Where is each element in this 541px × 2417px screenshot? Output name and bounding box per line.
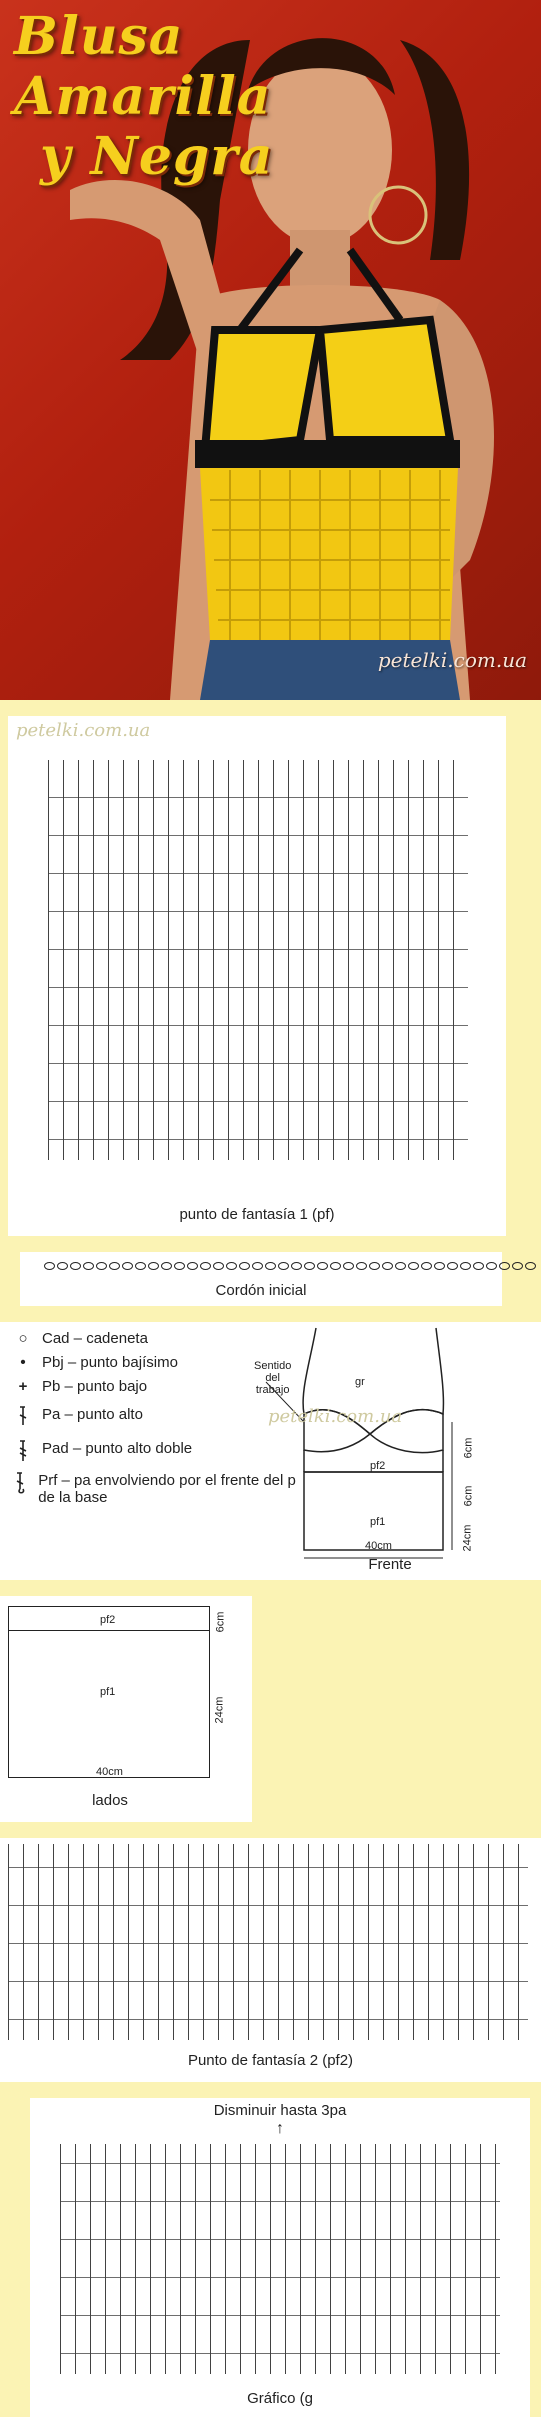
legend-item-pbj: • Pbj – punto bajísimo xyxy=(12,1354,178,1371)
watermark: petelki.com.ua xyxy=(377,648,527,672)
arrow-up-icon: ↑ xyxy=(276,2120,284,2137)
cordon-chain-row xyxy=(44,1262,536,1270)
chain-oval-icon xyxy=(96,1262,107,1270)
chain-oval-icon: ○ xyxy=(18,1330,28,1347)
cordon-panel xyxy=(20,1252,502,1306)
chain-oval-icon xyxy=(499,1262,510,1270)
slip-dot-icon: • xyxy=(20,1354,26,1371)
frente-gr-label: gr xyxy=(355,1376,365,1388)
chain-oval-icon xyxy=(278,1262,289,1270)
chart-panel-pf1 xyxy=(8,716,506,1236)
chain-oval-icon xyxy=(174,1262,185,1270)
lados-divider xyxy=(8,1630,210,1631)
chain-oval-icon xyxy=(148,1262,159,1270)
chain-oval-icon xyxy=(408,1262,419,1270)
plus-icon: + xyxy=(18,1378,28,1395)
lados-pf1-label: pf1 xyxy=(100,1686,116,1698)
direction-label: Sentido del trabajo xyxy=(254,1360,292,1396)
lados-dim-40: 40cm xyxy=(96,1766,123,1778)
chain-oval-icon xyxy=(512,1262,523,1270)
chain-oval-icon xyxy=(343,1262,354,1270)
chain-oval-icon xyxy=(200,1262,211,1270)
chain-oval-icon xyxy=(369,1262,380,1270)
chain-oval-icon xyxy=(239,1262,250,1270)
chain-oval-icon xyxy=(486,1262,497,1270)
chain-oval-icon xyxy=(460,1262,471,1270)
grafico-caption: Gráfico (g xyxy=(247,2390,313,2407)
lados-caption: lados xyxy=(92,1792,128,1809)
chain-oval-icon xyxy=(83,1262,94,1270)
legend-frente-panel xyxy=(0,1322,541,1580)
chart-caption-pf1: punto de fantasía 1 (pf) xyxy=(179,1206,335,1223)
treble-icon xyxy=(12,1406,34,1426)
cover-photo xyxy=(0,0,541,700)
chain-oval-icon xyxy=(304,1262,315,1270)
cover-title-line-1: Blusa xyxy=(14,6,184,67)
stitch-chart-pf2 xyxy=(8,1844,528,2040)
grafico-top-label: Disminuir hasta 3pa xyxy=(213,2102,347,2119)
cover-title-line-2: Amarilla xyxy=(14,66,272,127)
chain-oval-icon xyxy=(213,1262,224,1270)
stitch-chart-grafico xyxy=(60,2144,500,2374)
chain-oval-icon xyxy=(226,1262,237,1270)
chain-oval-icon xyxy=(70,1262,81,1270)
lados-dim-24: 24cm xyxy=(213,1696,226,1724)
chain-oval-icon xyxy=(252,1262,263,1270)
chain-oval-icon xyxy=(317,1262,328,1270)
chain-oval-icon xyxy=(135,1262,146,1270)
chain-oval-icon xyxy=(161,1262,172,1270)
legend-item-prf: Prf – pa envolviendo por el frente del p de la base xyxy=(12,1472,312,1506)
chain-oval-icon xyxy=(395,1262,406,1270)
watermark: petelki.com.ua xyxy=(268,1406,403,1427)
chain-oval-icon xyxy=(265,1262,276,1270)
frente-dim-6-mid: 6cm xyxy=(462,1485,475,1507)
chart-caption-pf2: Punto de fantasía 2 (pf2) xyxy=(187,2052,354,2069)
frente-dim-6-top: 6cm xyxy=(462,1437,475,1459)
frente-pf1-label: pf1 xyxy=(370,1516,386,1528)
chain-oval-icon xyxy=(109,1262,120,1270)
legend-item-pa: Pa – punto alto xyxy=(12,1406,143,1426)
chain-oval-icon xyxy=(122,1262,133,1270)
chain-oval-icon xyxy=(291,1262,302,1270)
chain-oval-icon xyxy=(356,1262,367,1270)
legend-item-pb: + Pb – punto bajo xyxy=(12,1378,147,1395)
chain-oval-icon xyxy=(187,1262,198,1270)
chain-oval-icon xyxy=(44,1262,55,1270)
chain-oval-icon xyxy=(447,1262,458,1270)
chain-oval-icon xyxy=(382,1262,393,1270)
frente-pf2-label: pf2 xyxy=(370,1460,386,1472)
chain-oval-icon xyxy=(434,1262,445,1270)
cover-title-line-3: y Negra xyxy=(40,126,274,187)
chain-oval-icon xyxy=(57,1262,68,1270)
chain-oval-icon xyxy=(525,1262,536,1270)
legend-item-pad: Pad – punto alto doble xyxy=(12,1440,192,1462)
chain-oval-icon xyxy=(330,1262,341,1270)
frente-dim-40: 40cm xyxy=(365,1540,392,1552)
cordon-caption: Cordón inicial xyxy=(215,1282,307,1299)
lados-dim-6: 6cm xyxy=(214,1611,227,1633)
lados-panel xyxy=(0,1596,252,1822)
frente-caption: Frente xyxy=(368,1556,412,1573)
chain-oval-icon xyxy=(473,1262,484,1270)
stitch-chart-pf1 xyxy=(48,760,468,1160)
lados-pf2-label: pf2 xyxy=(100,1614,116,1626)
chain-oval-icon xyxy=(421,1262,432,1270)
front-post-icon xyxy=(12,1472,30,1496)
frente-dim-24: 24cm xyxy=(461,1524,474,1552)
chart-panel-pf2 xyxy=(0,1838,541,2082)
double-treble-icon xyxy=(12,1440,34,1462)
grafico-panel xyxy=(30,2098,530,2417)
legend-item-cad: ○ Cad – cadeneta xyxy=(12,1330,148,1347)
watermark: petelki.com.ua xyxy=(16,720,151,741)
